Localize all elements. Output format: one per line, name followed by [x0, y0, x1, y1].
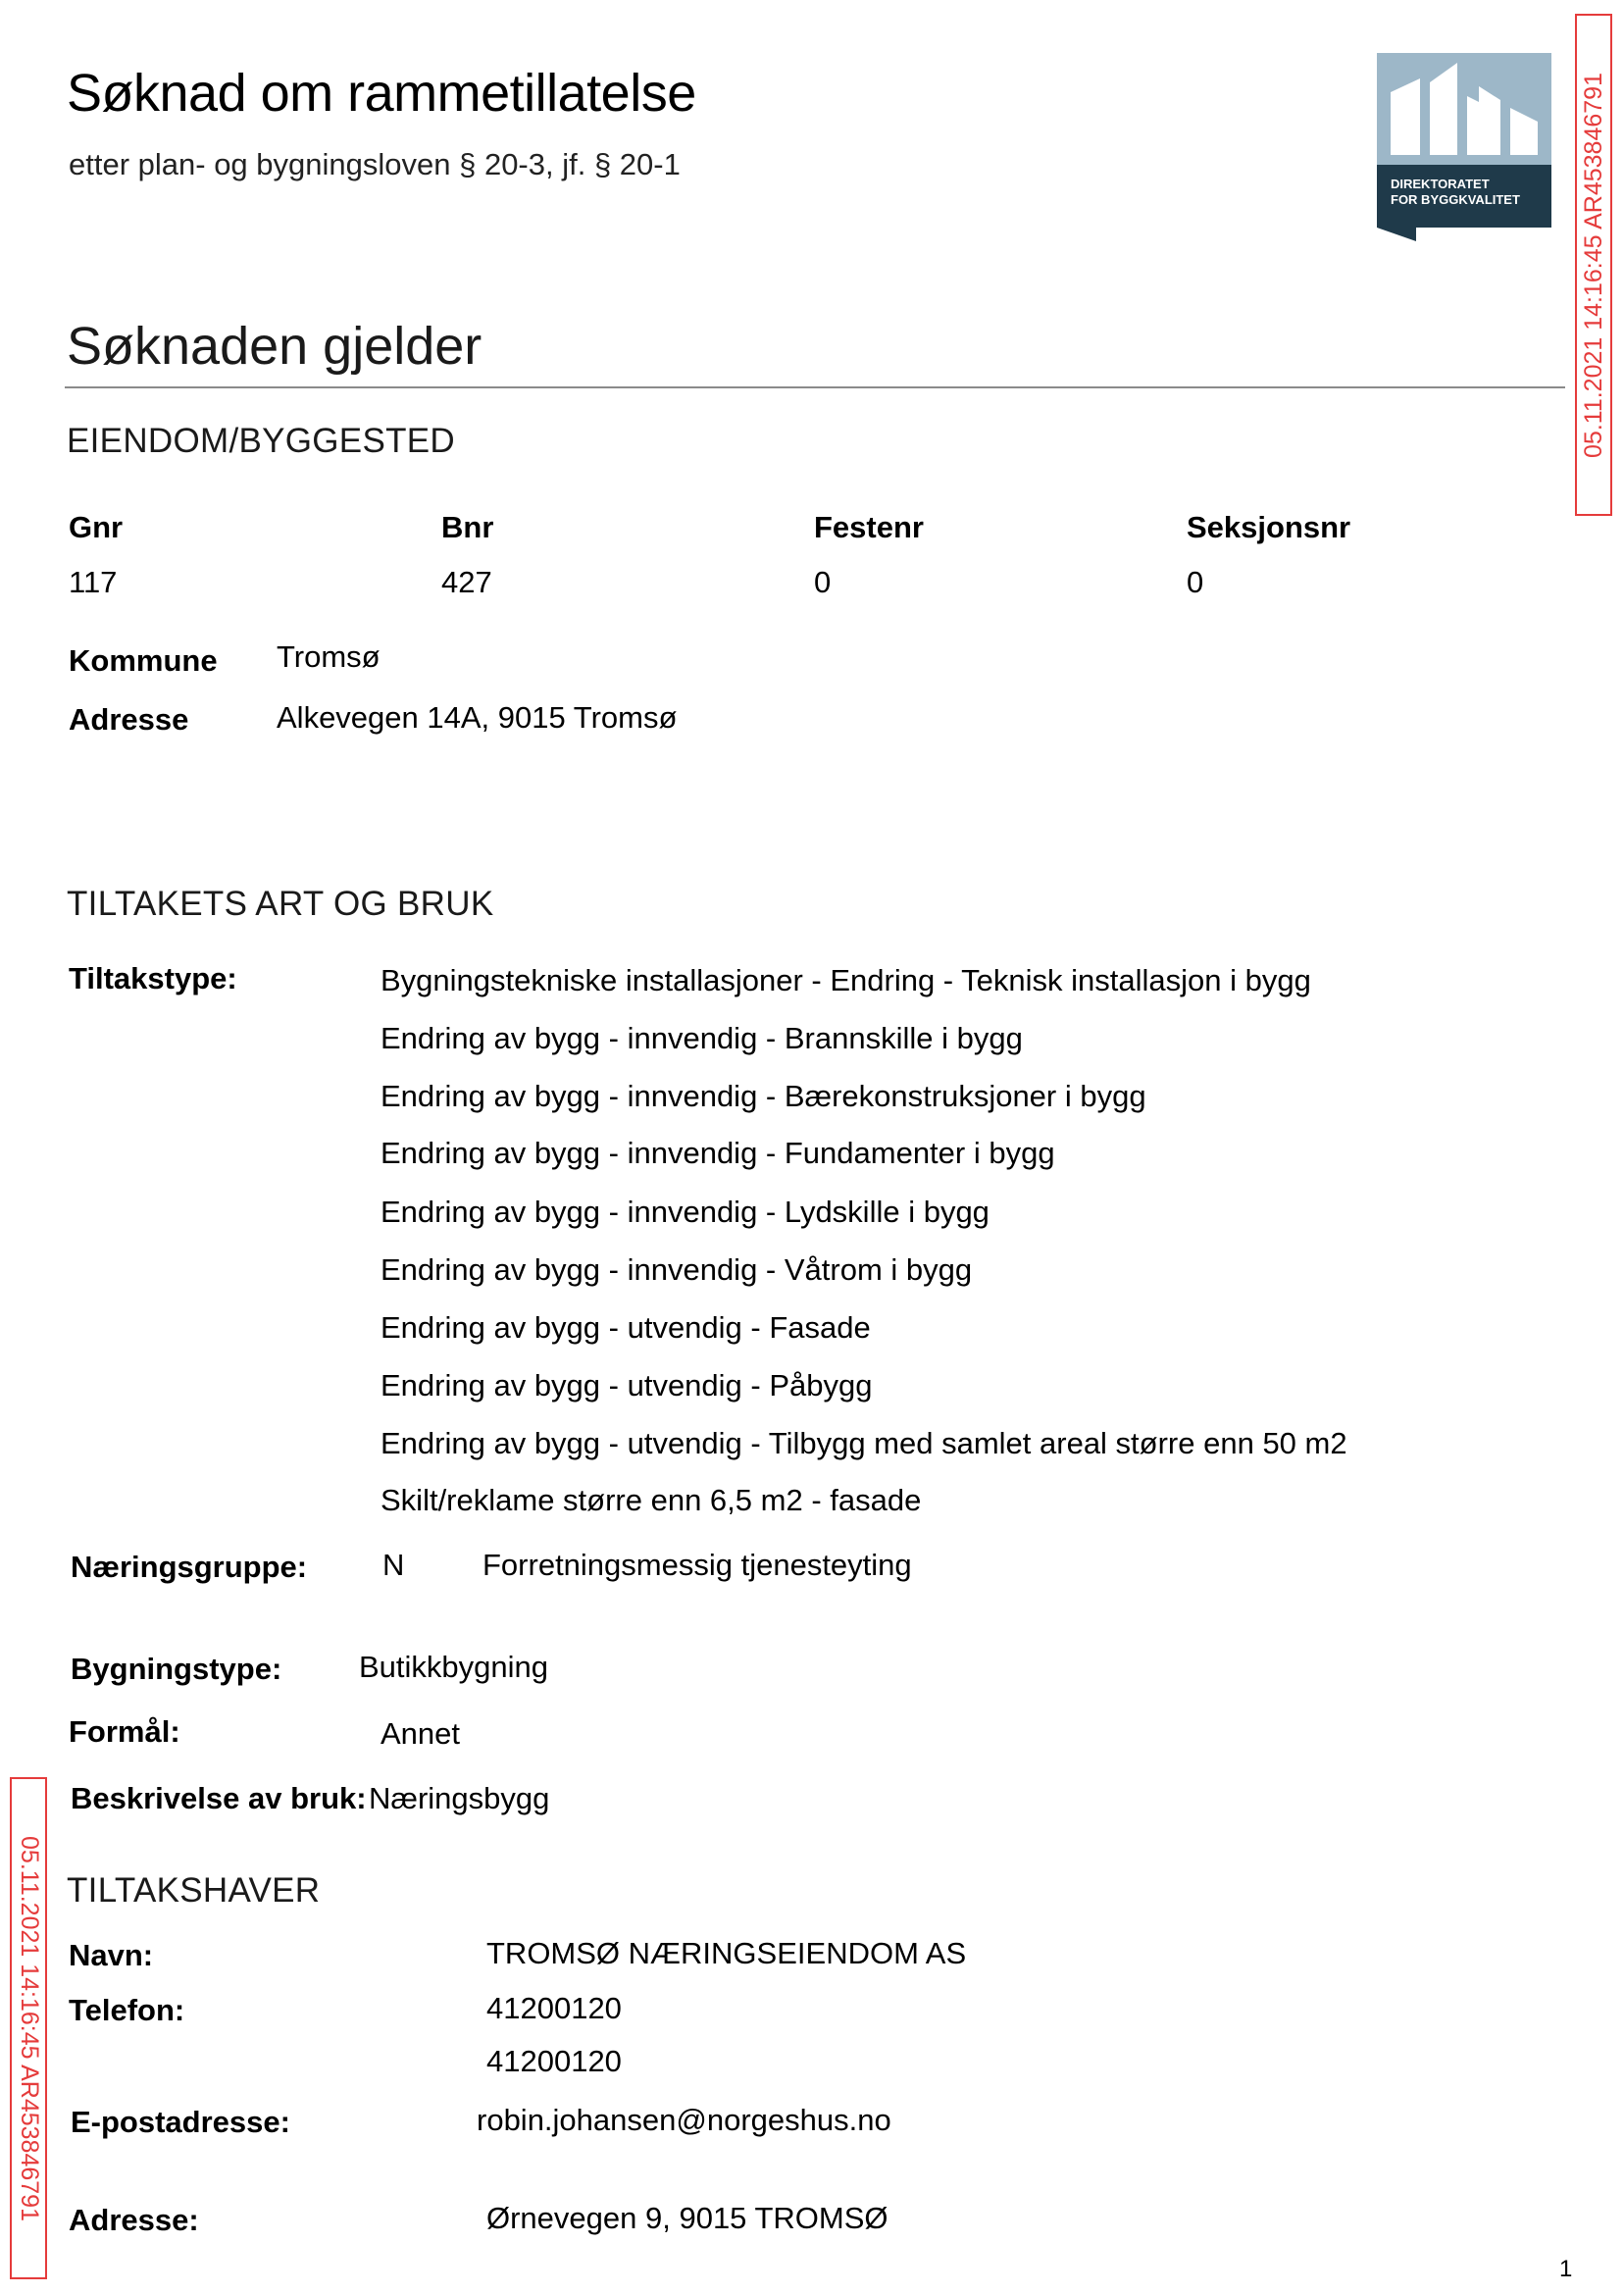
date-stamp-left [10, 1777, 47, 2279]
tiltakstype-item: Endring av bygg - utvendig - Påbygg [381, 1368, 873, 1402]
gnr-value: 117 [69, 565, 118, 599]
tiltakshaver-adresse-label: Adresse: [69, 2203, 199, 2237]
adresse-label: Adresse [69, 702, 189, 737]
page-subtitle: etter plan- og bygningsloven § 20-3, jf. § 20-1 [69, 147, 681, 181]
tiltakstype-label: Tiltakstype: [69, 961, 237, 995]
section-title: Søknaden gjelder [67, 317, 482, 376]
bygningstype-label: Bygningstype: [71, 1652, 282, 1686]
tiltakstype-item: Endring av bygg - innvendig - Våtrom i bygg [381, 1252, 973, 1287]
tiltakstype-item: Endring av bygg - innvendig - Lydskille i bygg [381, 1195, 990, 1229]
telefon-value: 41200120 [486, 1991, 622, 2025]
building-logo-icon [1377, 53, 1551, 241]
tiltakshaver-adresse-value: Ørnevegen 9, 9015 TROMSØ [486, 2201, 888, 2235]
tiltak-heading: TILTAKETS ART OG BRUK [67, 885, 494, 923]
festenr-label: Festenr [814, 510, 924, 544]
bygningstype-value: Butikkbygning [359, 1650, 549, 1684]
naeringsgruppe-code: N [382, 1548, 405, 1582]
epost-label: E-postadresse: [71, 2105, 290, 2139]
seksjonsnr-value: 0 [1187, 565, 1204, 599]
beskrivelse-label: Beskrivelse av bruk: [71, 1781, 367, 1815]
logo-text-line1: DIREKTORATET [1391, 177, 1490, 191]
tiltakstype-item: Endring av bygg - innvendig - Bærekonstruksjoner i bygg [381, 1079, 1146, 1113]
dibk-logo [1377, 53, 1551, 241]
logo-text-line2: FOR BYGGKVALITET [1391, 192, 1520, 207]
eiendom-heading: EIENDOM/BYGGESTED [67, 422, 455, 460]
tiltakstype-item: Bygningstekniske installasjoner - Endring - Teknisk installasjon i bygg [381, 963, 1311, 997]
telefon-value: 41200120 [486, 2044, 622, 2078]
seksjonsnr-label: Seksjonsnr [1187, 510, 1351, 544]
section-divider [65, 386, 1565, 388]
festenr-value: 0 [814, 565, 832, 599]
formal-label: Formål: [69, 1714, 180, 1749]
tiltakstype-item: Endring av bygg - innvendig - Fundamenter i bygg [381, 1136, 1055, 1170]
beskrivelse-value: Næringsbygg [369, 1781, 550, 1815]
page-number: 1 [1559, 2256, 1573, 2282]
kommune-value: Tromsø [277, 639, 381, 674]
epost-value: robin.johansen@norgeshus.no [477, 2103, 891, 2137]
formal-value: Annet [381, 1716, 461, 1751]
telefon-label: Telefon: [69, 1993, 185, 2027]
naeringsgruppe-label: Næringsgruppe: [71, 1550, 308, 1584]
stamp-text: 05.11.2021 14:16:45 AR453846791 [15, 1835, 43, 2221]
stamp-text: 05.11.2021 14:16:45 AR453846791 [1579, 72, 1607, 458]
navn-value: TROMSØ NÆRINGSEIENDOM AS [486, 1936, 967, 1970]
bnr-value: 427 [441, 565, 492, 599]
adresse-value: Alkevegen 14A, 9015 Tromsø [277, 700, 678, 735]
naeringsgruppe-text: Forretningsmessig tjenesteyting [482, 1548, 912, 1582]
gnr-label: Gnr [69, 510, 124, 544]
tiltakstype-item: Endring av bygg - utvendig - Fasade [381, 1310, 871, 1345]
page-title: Søknad om rammetillatelse [67, 64, 696, 123]
kommune-label: Kommune [69, 643, 218, 678]
date-stamp-right [1575, 14, 1612, 516]
tiltakstype-item: Skilt/reklame større enn 6,5 m2 - fasade [381, 1483, 922, 1517]
tiltakstype-item: Endring av bygg - utvendig - Tilbygg med samlet areal større enn 50 m2 [381, 1426, 1347, 1460]
bnr-label: Bnr [441, 510, 494, 544]
tiltakstype-item: Endring av bygg - innvendig - Brannskille i bygg [381, 1021, 1023, 1055]
tiltakshaver-heading: TILTAKSHAVER [67, 1871, 321, 1910]
navn-label: Navn: [69, 1938, 154, 1972]
